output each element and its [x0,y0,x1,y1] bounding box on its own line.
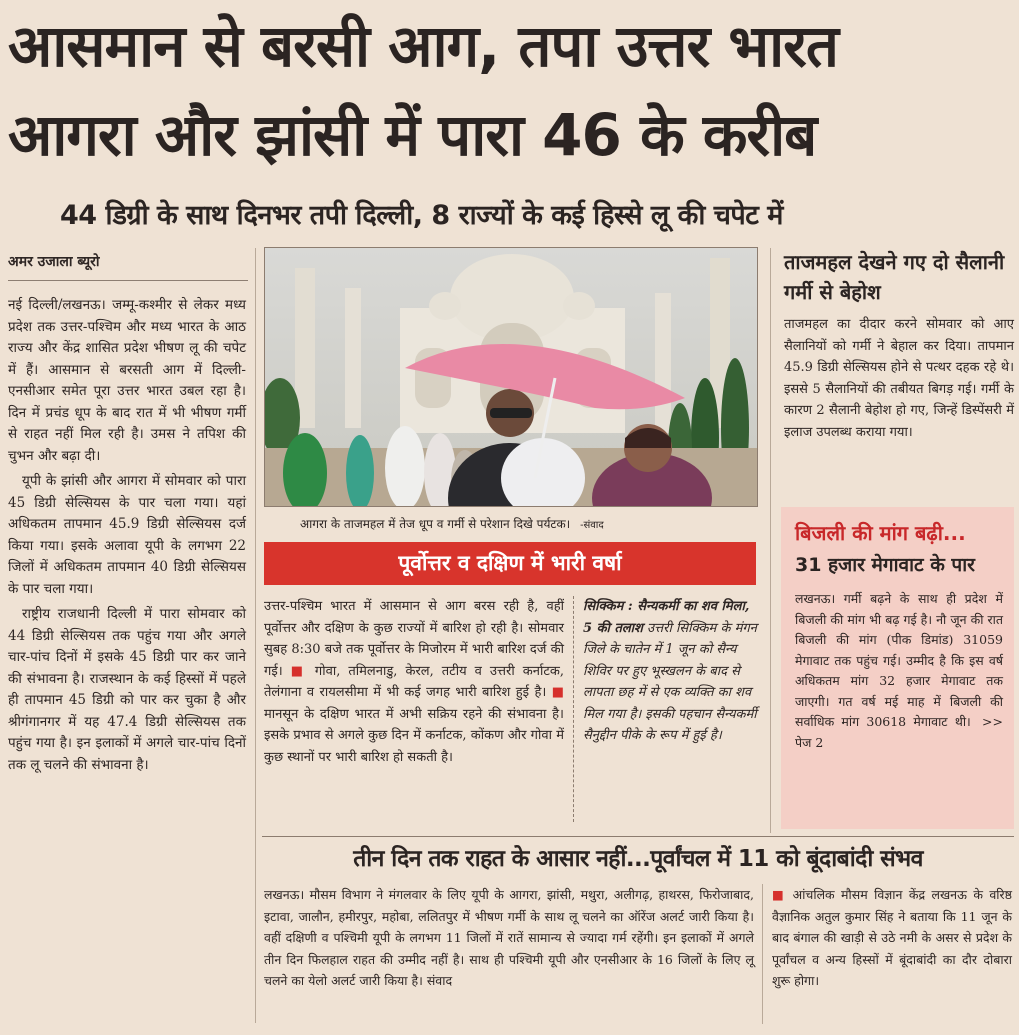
headline-line-1: आसमान से बरसी आग, तपा उत्तर भारत [8,12,838,80]
taj-box-body: ताजमहल का दीदार करने सोमवार को आए सैलानियों को गर्मी ने बेहाल कर दिया। तापमान 45.9 डिग्री सेल्सियस होने से पत्थर दहक रहे थे। इससे 5 सैलानियों की तबीयत बिगड़ गई। गर्मी के कारण 2 सैलानी बेहोश हो गए, जिन्हें डिस्पेंसरी में इलाज उपलब्ध कराया गया। [784,317,1014,440]
bottom-right-article [772,884,1012,992]
rain-text-b: गोवा, तमिलनाडु, केरल, तटीय व उत्तरी कर्नाटक, तेलंगाना व रायलसीमा में भी कई जगह भारी बारिश हुई है। [264,663,564,700]
rain-banner-title: पूर्वोत्तर व दक्षिण में भारी वर्षा [398,551,622,575]
sikkim-article [583,596,757,747]
rain-text-c: मानसून के दक्षिण भारत में अभी सक्रिय रहने की संभावना है। इसके प्रभाव से अगले कुछ दिन में कर्नाटक, कोंकण और गोवा में कुछ स्थानों पर भारी बारिश हो सकती है। [264,706,564,765]
photo-caption [300,515,740,532]
rain-section-banner [264,542,756,585]
bottom-right-text: आंचलिक मौसम विज्ञान केंद्र लखनऊ के वरिष्ठ वैज्ञानिक अतुल कुमार सिंह ने बताया कि 11 जून के बाद बंगाल की खाड़ी से उठे नमी के असर से प्रदेश के पूर्वांचल व अन्य हिस्सों में बूंदाबांदी का दौर दोबारा शुरू होगा। [772,887,1012,988]
bottom-headline: तीन दिन तक राहत के आसार नहीं...पूर्वांचल में 11 को बूंदाबांदी संभव [353,846,923,872]
headline-line-2: आगरा और झांसी में पारा 46 के करीब [8,101,817,169]
sikkim-lead: सिक्किम : सैन्यकर्मी का शव मिला, 5 की तलाश [583,599,750,636]
column-rule-right [770,248,771,833]
subheadline: 44 डिग्री के साथ दिनभर तपी दिल्ली, 8 राज्यों के कई हिस्से लू की चपेट में [60,200,783,231]
photo-illustration [265,248,757,506]
column-rule-left [255,248,256,1023]
rain-text-a: उत्तर-पश्चिम भारत में आसमान से आग बरस रही है, वहीं पूर्वोत्तर और दक्षिण के कुछ राज्यों में बारिश हो रही है। सोमवार सुबह 8:30 बजे तक पूर्वोत्तर के मिजोरम में भारी बारिश दर्ज की गई। [264,599,564,679]
page-reference: >> पेज 2 [795,714,1003,750]
power-box-subtitle: 31 हजार मेगावाट के पार [795,554,975,576]
bullet-1: ■ [290,663,307,679]
power-box-text: लखनऊ। गर्मी बढ़ने के साथ ही प्रदेश में बिजली की मांग भी बढ़ गई है। नौ जून की रात बिजली की मांग (पीक डिमांड) 31059 मेगावाट तक पहुंच गई। उम्मीद है कि इस वर्ष अधिकतम मांग 32 हजार मेगावाट तक जाएगी। गत वर्ष मई माह में बिजली की सर्वाधिक मांग 30618 मेगावाट थी। [795,591,1003,729]
rain-section-text [264,596,564,768]
dashed-column-rule [573,596,574,822]
taj-box-title: ताजमहल देखने गए दो सैलानी गर्मी से बेहोश [784,250,1005,304]
bullet-3: ■ [772,887,787,902]
bottom-left-article: लखनऊ। मौसम विभाग ने मंगलवार के लिए यूपी के आगरा, झांसी, मथुरा, अलीगढ़, हाथरस, फिरोजाबाद, इटावा, जालौन, हमीरपुर, महोबा, ललितपुर में भीषण गर्मी के साथ लू चलने का ऑरेंज अलर्ट जारी किया है। वहीं दक्षिणी व पश्चिमी यूपी के लगभग 11 जिलों में रातें सामान्य से ज्यादा गर्म रहेंगी। इन इलाकों में अगले तीन दिन फिलहाल राहत की उम्मीद नहीं है। साथ ही पश्चिमी यूपी और एनसीआर के 16 जिलों के लिए लू चलने का येलो अलर्ट जारी किया है। संवाद [264,887,754,988]
article-paragraph-2: यूपी के झांसी और आगरा में सोमवार को पारा 45 डिग्री सेल्सियस के पार चला गया। यहां अधिकतम तापमान 45.9 डिग्री सेल्सियस दर्ज किया गया। इसके अलावा यूपी के लगभग 22 जिलों में अधिकतम तापमान 40 डिग्री सेल्सियस के पार चला गया। [8,473,246,597]
left-column-article [8,295,246,776]
taj-mahal-photo [264,247,758,507]
power-box-body [795,589,1003,753]
power-box-title: बिजली की मांग बढ़ी... [795,521,966,545]
bottom-top-rule [262,836,1014,837]
bottom-column-rule [762,884,763,1024]
byline: अमर उजाला ब्यूरो [8,254,100,270]
bullet-2: ■ [551,685,565,700]
sikkim-body: उत्तरी सिक्किम के मंगन जिले के चातेन में 1 जून को सैन्य शिविर पर हुए भूस्खलन के बाद से लापता छह में से एक व्यक्ति का शव मिल गया है। इसकी पहचान सैन्यकर्मी सैनुद्दीन पीके के रूप में हुई है। [583,620,757,743]
photo-caption-text: आगरा के ताजमहल में तेज धूप व गर्मी से परेशान दिखे पर्यटक। [300,517,571,531]
power-demand-box [781,507,1014,829]
article-paragraph-3: राष्ट्रीय राजधानी दिल्ली में पारा सोमवार को 44 डिग्री सेल्सियस तक पहुंच गया और अगले चार-पांच दिनों में इसके 45 डिग्री पार कर जाने की संभावना है। राजस्थान के कई हिस्सों में पहले ही तापमान 45 डिग्री को पार कर चुका है और श्रीगंगानगर में यह 47.4 डिग्री सेल्सियस तक पहुंच गया है। इन इलाकों में अगले चार-पांच दिनों तक लू चलने की संभावना है। [8,606,246,773]
byline-rule [8,280,248,281]
photo-credit: -संवाद [580,520,604,531]
article-paragraph-1: नई दिल्ली/लखनऊ। जम्मू-कश्मीर से लेकर मध्य प्रदेश तक उत्तर-पश्चिम और मध्य भारत के आठ राज्य और केंद्र शासित प्रदेश भीषण लू की चपेट में हैं। आसमान से बरसती आग में दिल्ली-एनसीआर समेत पूरा उत्तर भारत उबल रहा है। दिन में प्रचंड धूप के बाद रात में भी भीषण गर्मी से राहत नहीं मिल रही है। उमस ने तपिश की चुभन और बढ़ा दी। [8,297,246,464]
